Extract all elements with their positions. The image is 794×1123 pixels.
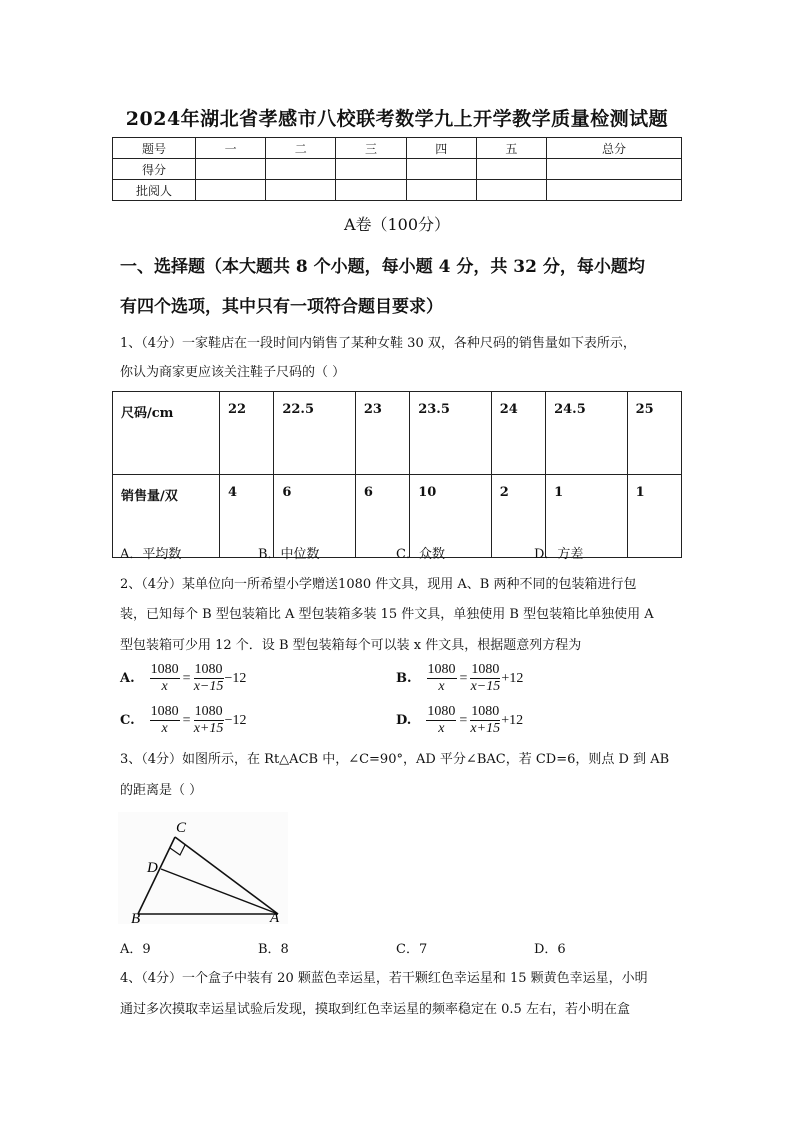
figure-background (118, 812, 288, 924)
q1-option-c[interactable]: C．众数 (396, 547, 445, 562)
q3-option-d[interactable]: D．6 (534, 942, 566, 957)
q2-text-line3: 型包装箱可少用 12 个．设 B 型包装箱每个可以装 x 件文具，根据题意列方程为 (120, 638, 582, 653)
score-cell[interactable] (476, 180, 546, 201)
score-cell: 四 (406, 138, 476, 159)
label-a: A (270, 910, 280, 924)
page-title: 2024年湖北省孝感市八校联考数学九上开学教学质量检测试题 (125, 108, 669, 130)
score-cell: 总分 (547, 138, 682, 159)
constant: −12 (224, 712, 247, 728)
q4-text-line1: 4、（4分）一个盒子中装有 20 颗蓝色幸运星，若干颗红色幸运星和 15 颗黄色幸运星，小明 (120, 971, 648, 986)
score-table (112, 137, 682, 201)
score-cell[interactable] (266, 180, 336, 201)
score-cell[interactable] (547, 159, 682, 180)
q1-text-line1: 1、（4分）一家鞋店在一段时间内销售了某种女鞋 30 双，各种尺码的销售量如下表所示， (120, 336, 636, 351)
fraction: $\frac{1080}{x-15}$ (193, 662, 224, 694)
score-cell[interactable] (196, 159, 266, 180)
score-cell[interactable] (336, 180, 406, 201)
q2-option-b[interactable]: B. $\frac{1080}{x}$ = $\frac{1080}{x-15}$ +12 (396, 662, 524, 694)
sales-cell: 1 (546, 475, 628, 558)
sales-cell: 6 (274, 475, 356, 558)
q3-text-line1: 3、（4分）如图所示，在 Rt△ACB 中，∠C=90°，AD 平分∠BAC，若 CD=6，则点 D 到 AB (120, 752, 670, 767)
score-cell[interactable] (547, 180, 682, 201)
option-label: A. (120, 671, 135, 686)
score-table-row (113, 180, 682, 201)
q3-option-a[interactable]: A．9 (120, 942, 151, 957)
q3-option-b[interactable]: B．8 (258, 942, 289, 957)
q2-option-c[interactable]: C. $\frac{1080}{x}$ = $\frac{1080}{x+15}$ −12 (120, 704, 247, 736)
size-cell: 尺码/cm (113, 392, 220, 475)
sales-cell: 销售量/双 (113, 475, 220, 558)
score-cell: 五 (476, 138, 546, 159)
score-cell[interactable] (406, 159, 476, 180)
size-cell: 23.5 (410, 392, 492, 475)
score-cell: 题号 (113, 138, 196, 159)
section-a-heading: A卷（100分） (343, 215, 451, 234)
q4-text-line2: 通过多次摸取幸运星试验后发现，摸取到红色幸运星的频率稳定在 0.5 左右，若小明在盒 (120, 1002, 630, 1017)
q1-option-a[interactable]: A．平均数 (120, 547, 182, 562)
label-b: B (131, 911, 141, 924)
shoe-size-table (112, 391, 682, 558)
size-cell: 25 (627, 392, 681, 475)
score-cell: 三 (336, 138, 406, 159)
size-cell: 23 (355, 392, 409, 475)
constant: +12 (501, 712, 524, 728)
size-cell: 22 (220, 392, 274, 475)
size-cell: 24.5 (546, 392, 628, 475)
size-cell: 22.5 (274, 392, 356, 475)
label-d: D (147, 860, 158, 876)
sales-cell: 6 (355, 475, 409, 558)
sales-cell: 2 (491, 475, 545, 558)
sales-cell: 4 (220, 475, 274, 558)
score-cell: 一 (196, 138, 266, 159)
q2-text-line1: 2、（4分）某单位向一所希望小学赠送1080 件文具，现用 A、B 两种不同的包装箱进行包 (120, 577, 637, 592)
label-c: C (176, 820, 187, 836)
q2-option-a[interactable]: A. $\frac{1080}{x}$ = $\frac{1080}{x-15}$ −12 (120, 662, 247, 694)
q3-option-c[interactable]: C．7 (396, 942, 428, 957)
triangle-figure (118, 812, 288, 924)
fraction: $\frac{1080}{x}$ (427, 662, 456, 694)
fraction: $\frac{1080}{x+15}$ (470, 704, 501, 736)
size-row (113, 392, 682, 475)
score-cell[interactable] (406, 180, 476, 201)
q1-option-b[interactable]: B．中位数 (258, 547, 320, 562)
q1-text-line2: 你认为商家更应该关注鞋子尺码的（ ） (120, 365, 346, 380)
section1-heading-line1: 一、选择题（本大题共 8 个小题，每小题 4 分，共 32 分，每小题均 (120, 257, 645, 277)
option-label: B. (396, 671, 412, 686)
size-cell: 24 (491, 392, 545, 475)
sales-cell: 1 (627, 475, 681, 558)
score-row-label: 得分 (113, 159, 196, 180)
fraction: $\frac{1080}{x-15}$ (470, 662, 501, 694)
fraction: $\frac{1080}{x}$ (150, 662, 179, 694)
q2-text-line2: 装，已知每个 B 型包装箱比 A 型包装箱多装 15 件文具，单独使用 B 型包装箱比单独使用 A (120, 607, 654, 622)
score-row-label: 批阅人 (113, 180, 196, 201)
constant: −12 (224, 670, 247, 686)
score-cell[interactable] (336, 159, 406, 180)
score-table-row (113, 159, 682, 180)
score-cell: 二 (266, 138, 336, 159)
fraction: $\frac{1080}{x}$ (427, 704, 456, 736)
q3-text-line2: 的距离是（ ） (120, 783, 203, 798)
q2-option-d[interactable]: D. $\frac{1080}{x}$ = $\frac{1080}{x+15}$ +12 (396, 704, 524, 736)
q1-option-d[interactable]: D．方差 (534, 547, 584, 562)
fraction: $\frac{1080}{x}$ (150, 704, 179, 736)
score-cell[interactable] (196, 180, 266, 201)
score-cell[interactable] (266, 159, 336, 180)
constant: +12 (501, 670, 524, 686)
fraction: $\frac{1080}{x+15}$ (193, 704, 224, 736)
section1-heading-line2: 有四个选项，其中只有一项符合题目要求） (120, 297, 443, 317)
option-label: C. (120, 713, 135, 728)
score-table-header-row (113, 138, 682, 159)
sales-cell: 10 (410, 475, 492, 558)
score-cell[interactable] (476, 159, 546, 180)
option-label: D. (396, 713, 412, 728)
